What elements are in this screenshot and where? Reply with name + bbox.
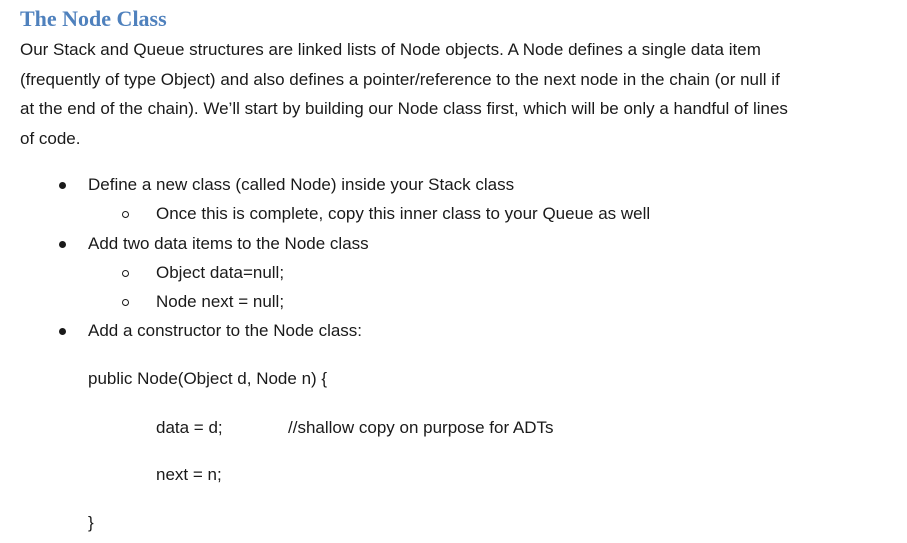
intro-line: (frequently of type Object) and also defines a pointer/reference to the next node in the chain (or null if (20, 69, 780, 89)
intro-line: of code. (20, 128, 81, 148)
intro-line: at the end of the chain). We’ll start by building our Node class first, which will be only a handful of lines (20, 99, 788, 118)
bullet-marker (59, 241, 66, 248)
code-comment: //shallow copy on purpose for ADTs (288, 418, 554, 437)
bullet-marker (59, 182, 66, 189)
sub-bullet-item: Object data=null; (156, 263, 285, 282)
code-line-data: data = d; (156, 418, 223, 437)
sub-bullet-marker (122, 270, 129, 277)
sub-bullet-marker (122, 211, 129, 218)
intro-paragraph (20, 35, 900, 153)
document-title: The Node Class (20, 6, 167, 31)
bullet-item: Define a new class (called Node) inside your Stack class (88, 175, 515, 194)
code-closing-brace: } (88, 513, 94, 532)
bullet-item: Add two data items to the Node class (88, 234, 369, 253)
code-signature: public Node(Object d, Node n) { (88, 369, 328, 388)
intro-line: Our Stack and Queue structures are linked lists of Node objects. A Node defines a single data item (20, 40, 761, 59)
code-line-next: next = n; (156, 465, 222, 484)
bullet-marker (59, 328, 66, 335)
sub-bullet-item: Node next = null; (156, 292, 285, 311)
bullet-item: Add a constructor to the Node class: (88, 321, 363, 340)
sub-bullet-item: Once this is complete, copy this inner class to your Queue as well (156, 204, 651, 223)
sub-bullet-marker (122, 299, 129, 306)
